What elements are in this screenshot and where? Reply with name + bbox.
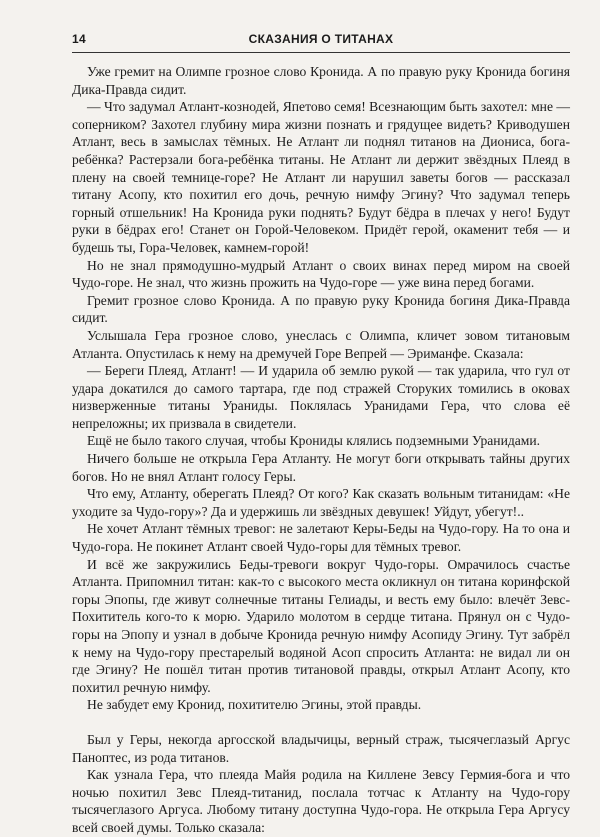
paragraph: Гремит грозное слово Кронида. А по правую руку Кронида богиня Дика-Правда сидит.	[72, 292, 570, 326]
paragraph: Ещё не было такого случая, чтобы Крониды клялись подземными Уранидами.	[87, 433, 541, 449]
paragraph: Как узнала Гера, что плеяда Майя родила на Киллене Зевсу Гермия-бога и что ночью похитил Зевс Плеяд-титанид, послала тотчас к Атланту на Чудо-гору тысячеглазого Аргуса. Любому титану доступна Чудо-гора. Не открыла Гера Аргусу всей своей думы. Только сказала:	[72, 767, 570, 835]
paragraph: Уже гремит на Олимпе грозное слово Кронида. А по правую руку Кронида богиня Дика-Правда сидит.	[72, 64, 570, 97]
paragraph: — Береги Плеяд, Атлант! — И ударила об землю рукой — так ударила, что гул от удара докатился до самого тартара, где под стражей Сторуких томились в оковах низверженные титаны Ураниды. Поклялась Уранидами Гера, что слова её непреложны; их призвала в свидетели.	[72, 363, 570, 431]
paragraph: Что ему, Атланту, оберегать Плеяд? От кого? Как сказать вольным титанидам: «Не уходите за Чудо-гору»? Да и удержишь ли звёздных девушек! Уйдут, убегут!..	[72, 486, 570, 519]
body-text	[72, 63, 570, 837]
page-header	[72, 30, 570, 50]
paragraph: Был у Геры, некогда аргосской владычицы, верный страж, тысячеглазый Аргус Паноптес, из рода титанов.	[72, 731, 570, 765]
running-title: СКАЗАНИЯ О ТИТАНАХ	[248, 32, 394, 46]
paragraph: И всё же закружились Беды-тревоги вокруг Чудо-горы. Омрачилось счастье Атланта. Припомнил титан: как-то с высокого места окликнул он титана коринфской горы Эпопы, где живут солнечные титаны Гелиады, и весть ему было: влечёт Зевс-Похититель кого-то к морю. Ударило молотом в сердце титана. Прянул он с Чудо-горы на Эпопу и узнал в добыче Кронида речную нимфу Асопиду Эгину. Тут забрёл к нему на Чудо-гору престарелый водяной Асоп спросить Атланта: не видал ли он где Эгину? Не пошёл титан против титановой правды, открыл Атлант Асопу, кто похитил речную нимфу.	[72, 556, 570, 695]
header-rule	[72, 52, 570, 53]
paragraph: Ничего больше не открыла Гера Атланту. Не могут боги открывать тайны других богов. Но не внял Атлант голосу Геры.	[72, 451, 570, 484]
paragraph: Но не знал прямодушно-мудрый Атлант о своих винах перед миром на своей Чудо-горе. Не знал, что жизнь прожить на Чудо-горе — уже вина перед богами.	[72, 257, 570, 291]
page-number: 14	[72, 32, 86, 46]
paragraph: — Что задумал Атлант-кознодей, Япетово семя! Всезнающим быть захотел: мне — соперником? Захотел глубину мира жизни познать и грядущее видеть? Криводушен Атлант, весь в замыслах тёмных. Не Атлант ли поднял титанов на Диониса, бога-ребёнка? Растерзали бога-ребёнка титаны. Не Атлант ли держит звёздных Плеяд в плену на своей темнице-горе? Не Атлант ли нарушил заветы богов — рассказал титану Асопу, кто похитил его дочь, речную нимфу Эгину? Что задумал теперь горный отшельник! На Кронида руки поднять? Будут бёдра в плечах у него! Будут руки в бёдрах его! Станет он Горой-Человеком. Придёт герой, окаменит тебя — и будешь ты, Гора-Человек, камнем-горой!	[72, 99, 570, 255]
paragraph: Не хочет Атлант тёмных тревог: не залетают Керы-Беды на Чудо-гору. На то она и Чудо-гора. Не покинет Атлант своей Чудо-горы для тёмных тревог.	[72, 521, 570, 555]
paragraph: Не забудет ему Кронид, похитителю Эгины, этой правды.	[87, 697, 422, 713]
paragraph: Услышала Гера грозное слово, унеслась с Олимпа, кличет зовом титановым Атланта. Опустилась к нему на дремучей Горе Вепрей — Эриманфе. Сказала:	[72, 327, 570, 361]
